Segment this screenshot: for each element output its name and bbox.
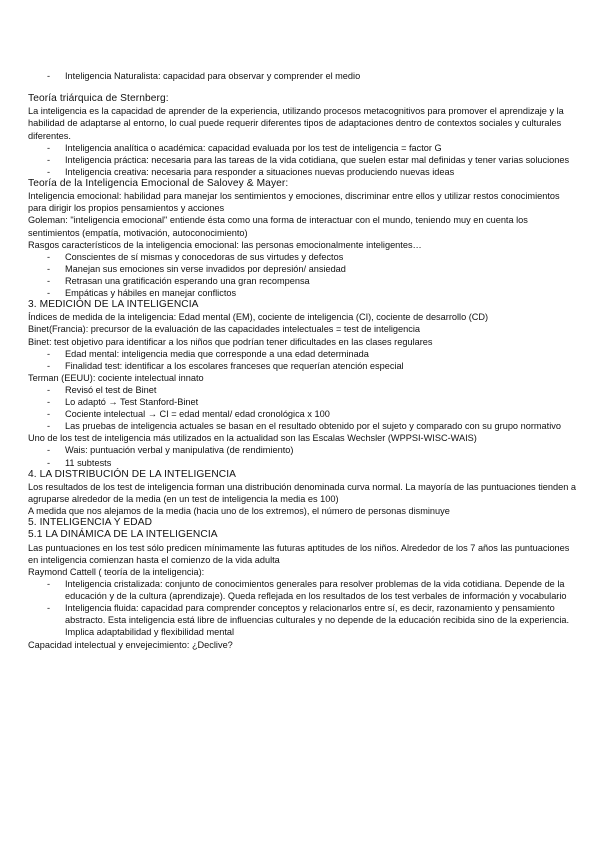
paragraph: Raymond Cattell ( teoría de la inteligencia): — [28, 566, 205, 577]
bullet-dash: - — [47, 445, 51, 456]
bullet-dash: - — [47, 71, 51, 81]
bullet-dash: - — [47, 397, 51, 408]
bullet-item — [28, 348, 576, 360]
bullet-dash: - — [47, 348, 51, 359]
bullet-item — [28, 70, 576, 82]
bullet-text: Retrasan una gratificación esperando una gran recompensa — [65, 275, 310, 286]
bullet-text: Wais: puntuación verbal y manipulativa (de rendimiento) — [65, 445, 294, 456]
bullet-dash: - — [47, 166, 51, 177]
bullet-text: Inteligencia fluida: capacidad para comprender conceptos y relacionarlos entre sí, es decir, razonamiento y pensamiento abstracto. Esta inteligencia está libre de influencias culturales y no depende de la educación recibida sino de la experiencia. Implica adaptabilidad y flexibilidad mental — [65, 603, 570, 638]
bullet-text: Inteligencia creativa: necesaria para responder a situaciones nuevas produciendo nuevas ideas — [65, 166, 455, 177]
bullet-text: Cociente intelectual → CI = edad mental/ edad cronológica x 100 — [65, 409, 330, 420]
bullet-dash: - — [47, 603, 51, 614]
bullet-text: Manejan sus emociones sin verse invadidos por depresión/ ansiedad — [65, 263, 346, 274]
paragraph: Inteligencia emocional: habilidad para manejar los sentimientos y emociones, discriminar entre ellos y utilizar restos conocimientos para dirigir los propios pensamientos y acciones — [28, 191, 560, 214]
bullet-dash: - — [47, 579, 51, 590]
bullet-text: 11 subtests — [65, 457, 112, 468]
section-heading: Teoría triárquica de Sternberg: — [28, 93, 169, 105]
bullet-item — [28, 457, 576, 469]
paragraph: Los resultados de los test de inteligencia forman una distribución denominada curva normal. La mayoría de las puntuaciones tienden a agruparse alrededor de la media (en un test de inteligencia la media es 100) — [28, 481, 577, 504]
paragraph: Terman (EEUU): cociente intelectual innato — [28, 372, 204, 383]
paragraph: A medida que nos alejamos de la media (hacia uno de los extremos), el número de personas disminuye — [28, 506, 450, 517]
section-heading: 3. MEDICIÓN DE LA INTELIGENCIA — [28, 299, 199, 311]
bullet-text: Las pruebas de inteligencia actuales se basan en el resultado obtenido por el sujeto y comparado con su grupo normativo — [65, 421, 561, 432]
bullet-text: Edad mental: inteligencia media que corresponde a una edad determinada — [65, 348, 369, 359]
bullet-item — [28, 444, 576, 456]
bullet-item — [28, 251, 576, 263]
bullet-dash: - — [47, 409, 51, 420]
bullet-dash: - — [47, 384, 51, 395]
bullet-dash: - — [47, 251, 51, 262]
section-heading: Teoría de la Inteligencia Emocional de Salovey & Mayer: — [28, 177, 289, 189]
bullet-text: Revisó el test de Binet — [65, 384, 157, 395]
bullet-item — [28, 384, 576, 396]
bullet-item — [28, 142, 576, 154]
paragraph: La inteligencia es la capacidad de aprender de la experiencia, utilizando procesos metacognitivos para promover el aprendizaje y la habilidad de adaptarse al entorno, lo cual puede requerir diferentes tipos de adaptaciones dentro de contextos sociales y culturales diferentes. — [28, 106, 564, 141]
bullet-item — [28, 275, 576, 287]
bullet-text: Inteligencia Naturalista: capacidad para observar y comprender el medio — [65, 71, 361, 81]
bullet-item — [28, 166, 576, 178]
bullet-text: Finalidad test: identificar a los escolares franceses que requerían atención especial — [65, 360, 404, 371]
bullet-dash: - — [47, 360, 51, 371]
bullet-item — [28, 420, 576, 432]
spacer — [28, 82, 576, 93]
bullet-item — [28, 360, 576, 372]
paragraph: Binet(Francia): precursor de la evaluación de las capacidades intelectuales = test de inteligencia — [28, 324, 420, 335]
bullet-item — [28, 263, 576, 275]
bullet-item — [28, 154, 576, 166]
bullet-item — [28, 408, 576, 420]
bullet-text: Lo adaptó → Test Stanford-Binet — [65, 397, 199, 408]
section-heading: 5.1 LA DINÁMICA DE LA INTELIGENCIA — [28, 529, 218, 541]
document-page — [28, 70, 576, 651]
bullet-dash: - — [47, 263, 51, 274]
bullet-dash: - — [47, 457, 51, 468]
section-heading: 5. INTELIGENCIA Y EDAD — [28, 517, 153, 529]
paragraph: Capacidad intelectual y envejecimiento: ¿Declive? — [28, 639, 233, 650]
bullet-dash: - — [47, 275, 51, 286]
paragraph: Las puntuaciones en los test sólo predicen mínimamente las futuras aptitudes de los niños. Alrededor de los 7 años las puntuaciones en inteligencia comienzan hasta el comienzo de la vida adulta — [28, 542, 570, 565]
bullet-item — [28, 578, 576, 602]
paragraph: Uno de los test de inteligencia más utilizados en la actualidad son las Escalas Wechsler (WPPSI-WISC-WAIS) — [28, 433, 477, 444]
bullet-text: Inteligencia cristalizada: conjunto de conocimientos generales para resolver problemas de la vida cotidiana. Depende de la educación y de la cultura (aprendizaje). Queda reflejada en los resultados de los test verbales de información y vocabulario — [65, 579, 567, 602]
bullet-dash: - — [47, 154, 51, 165]
bullet-text: Inteligencia práctica: necesaria para las tareas de la vida cotidiana, que suelen estar mal definidas y tener varias soluciones — [65, 154, 570, 165]
bullet-item — [28, 396, 576, 408]
paragraph: Rasgos característicos de la inteligencia emocional: las personas emocionalmente inteligentes… — [28, 239, 422, 250]
bullet-dash: - — [47, 421, 51, 432]
bullet-text: Inteligencia analítica o académica: capacidad evaluada por los test de inteligencia = factor G — [65, 142, 442, 153]
bullet-item — [28, 602, 576, 638]
bullet-text: Empáticas y hábiles en manejar conflictos — [65, 288, 237, 298]
section-heading: 4. LA DISTRIBUCIÓN DE LA INTELIGENCIA — [28, 468, 237, 480]
bullet-text: Conscientes de sí mismas y conocedoras de sus virtudes y defectos — [65, 251, 344, 262]
bullet-dash: - — [47, 288, 51, 298]
paragraph: Goleman: "inteligencia emocional" entiende ésta como una forma de interactuar con el mundo, teniendo muy en cuenta los sentimientos (empatía, motivación, autoconocimiento) — [28, 215, 528, 238]
paragraph: Binet: test objetivo para identificar a los niños que podrían tener dificultades en las clases regulares — [28, 336, 433, 347]
bullet-dash: - — [47, 142, 51, 153]
paragraph: Índices de medida de la inteligencia: Edad mental (EM), cociente de inteligencia (CI), cociente de desarrollo (CD) — [28, 312, 489, 323]
bullet-item — [28, 287, 576, 299]
